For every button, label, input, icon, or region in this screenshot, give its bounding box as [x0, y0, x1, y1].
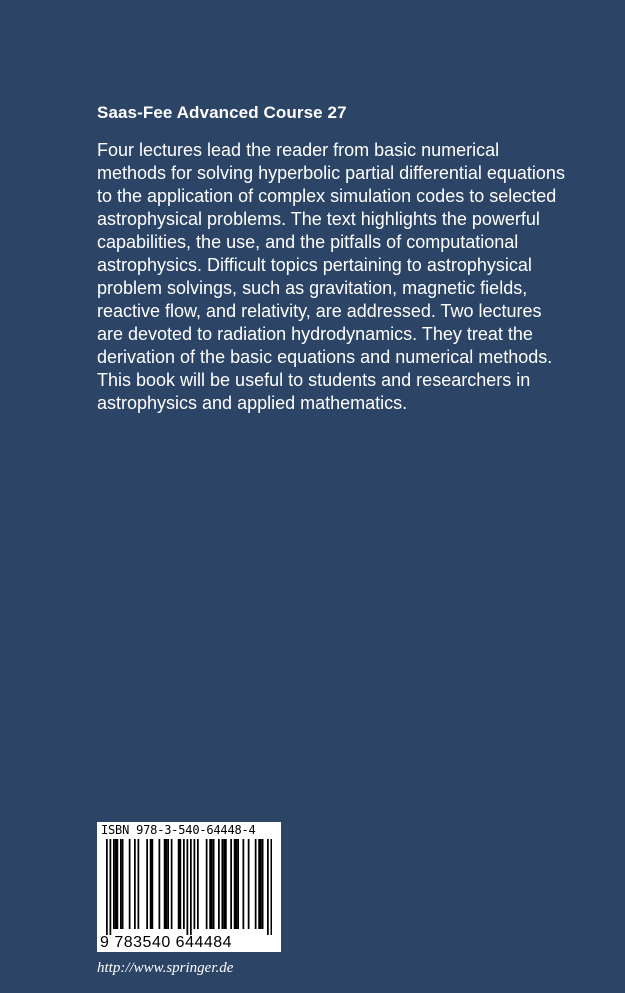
description-line: methods for solving hyperbolic partial differential equations [97, 163, 565, 183]
description-line: to the application of complex simulation codes to selected [97, 186, 557, 206]
barcode-bar [234, 839, 236, 929]
barcode-bar [113, 839, 115, 929]
barcode-bar [225, 839, 227, 929]
barcode-bar [187, 839, 189, 935]
barcode-bar [258, 839, 260, 929]
description-line: Four lectures lead the reader from basic numerical [97, 140, 500, 160]
isbn-barcode [97, 822, 281, 952]
barcode-bar [134, 839, 136, 929]
description-line: derivation of the basic equations and numerical methods. [97, 347, 553, 367]
description-line: problem solvings, such as gravitation, magnetic fields, [97, 278, 528, 298]
barcode-bar [262, 839, 264, 929]
description-line: astrophysics and applied mathematics. [97, 393, 408, 413]
barcode-bar [248, 839, 250, 929]
ean-digits: 9 783540 644484 [100, 934, 233, 951]
barcode-bar [178, 839, 180, 929]
barcode-bar [183, 839, 185, 929]
barcode-bar [236, 839, 238, 929]
description-line: reactive flow, and relativity, are addressed. Two lectures [97, 301, 542, 321]
barcode-bar [206, 839, 208, 929]
barcode-bar [180, 839, 182, 929]
barcode-bar [213, 839, 215, 929]
barcode-bar [117, 839, 119, 929]
barcode-bar [237, 839, 239, 929]
barcode-bar [115, 839, 117, 929]
barcode-bar [271, 839, 273, 935]
description-line: This book will be useful to students and researchers in [97, 370, 531, 390]
barcode-bar [152, 839, 154, 929]
barcode-bar [167, 839, 169, 929]
barcode-bar [171, 839, 173, 929]
description-line: are devoted to radiation hydrodynamics. They treat the [97, 324, 533, 344]
barcode-bar [211, 839, 213, 929]
series-title: Saas-Fee Advanced Course 27 [97, 103, 347, 122]
description-line: capabilities, the use, and the pitfalls of computational [97, 232, 519, 252]
barcode-bar [110, 839, 112, 935]
description-line: astrophysical problems. The text highlights the powerful [97, 209, 540, 229]
barcode-icon [104, 839, 272, 935]
barcode-bar [230, 839, 232, 929]
barcode-bar [222, 839, 224, 929]
barcode-bar [159, 839, 161, 929]
barcode-bar [150, 839, 152, 929]
barcode-bar [260, 839, 262, 929]
barcode-bar [243, 839, 245, 929]
book-description [97, 139, 597, 415]
barcode-bar [190, 839, 192, 935]
barcode-bar [120, 839, 122, 929]
barcode-bar [218, 839, 220, 929]
barcode-bar [255, 839, 257, 929]
isbn-label: ISBN 978-3-540-64448-4 [101, 823, 256, 837]
barcode-bar [138, 839, 140, 929]
barcode-bar [164, 839, 166, 929]
barcode-bar [166, 839, 168, 929]
barcode-bar [209, 839, 211, 929]
barcode-bar [267, 839, 269, 935]
barcode-bar [194, 839, 196, 929]
barcode-bar [197, 839, 199, 929]
barcode-bar [223, 839, 225, 929]
description-line: astrophysics. Difficult topics pertaining to astrophysical [97, 255, 532, 275]
barcode-bar [106, 839, 108, 935]
barcode-bar [122, 839, 124, 929]
barcode-bar [146, 839, 148, 929]
publisher-website: http://www.springer.de [97, 960, 234, 976]
barcode-bar [129, 839, 131, 929]
